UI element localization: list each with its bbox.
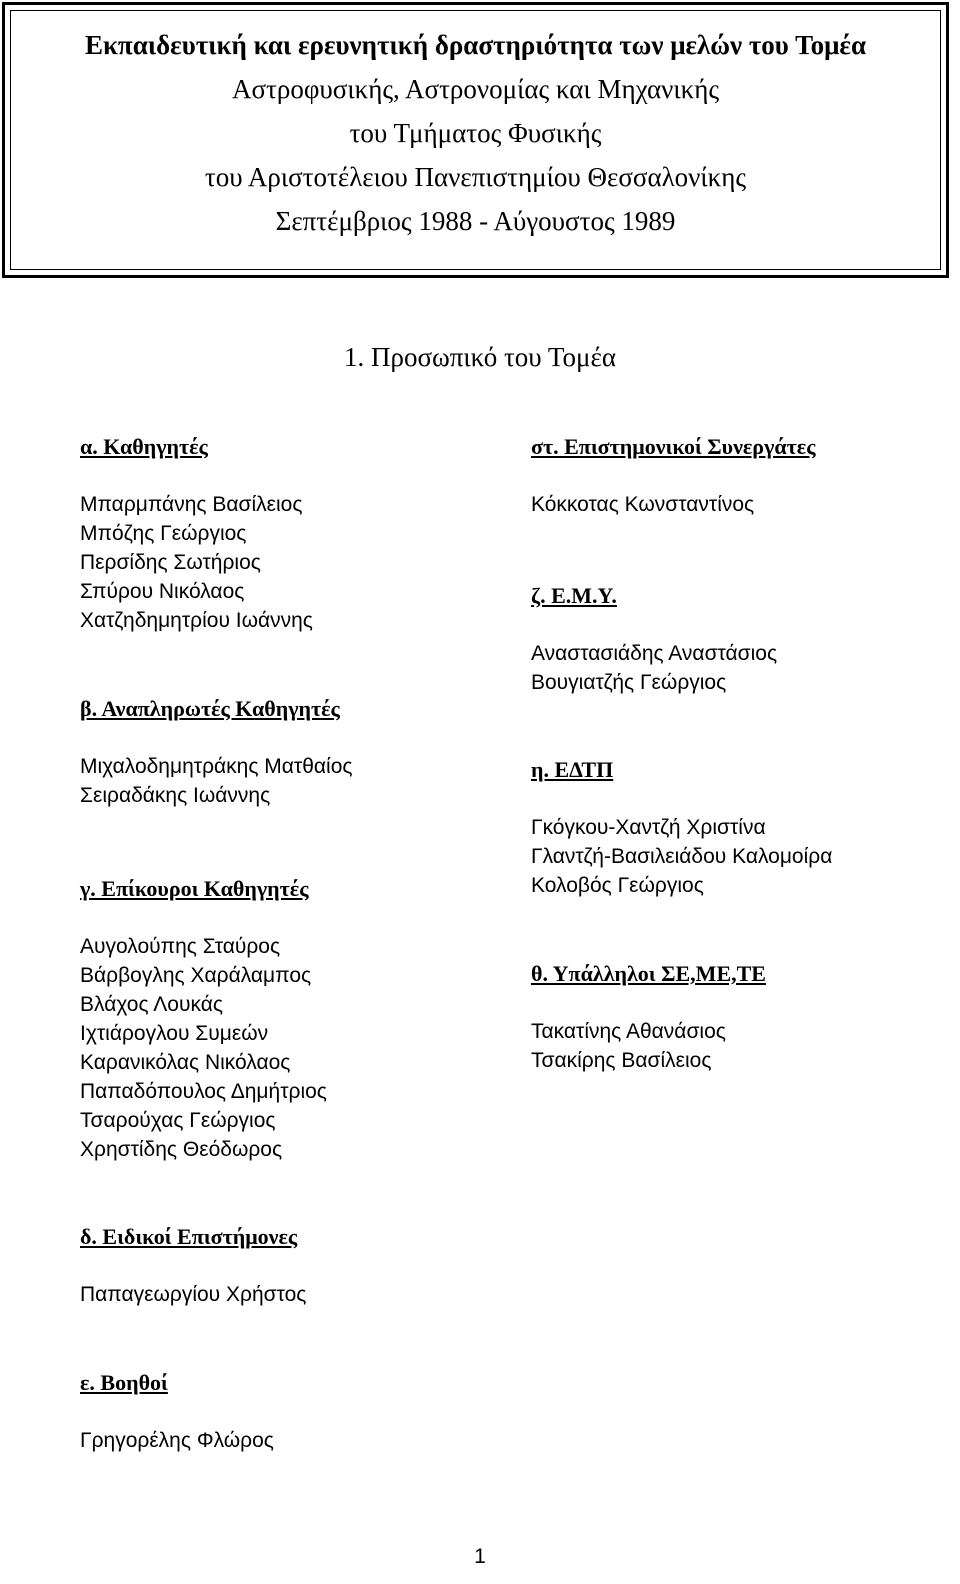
list-item: Αυγολούπης Σταύρος — [80, 935, 281, 958]
list-item: Μιχαλοδημητράκης Ματθαίος — [80, 755, 353, 778]
document-title — [5, 23, 946, 243]
group-heading-employees: θ. Υπάλληλοι ΣΕ,ΜΕ,ΤΕ — [531, 961, 766, 986]
group-emy — [531, 581, 777, 697]
list-item: Βλάχος Λουκάς — [80, 993, 223, 1016]
list-item: Μπαρμπάνης Βασίλειος — [80, 493, 303, 516]
group-heading-special-scientists: δ. Ειδικοί Επιστήμονες — [80, 1224, 298, 1249]
title-line-4: του Αριστοτέλειου Πανεπιστημίου Θεσσαλονίκης — [204, 162, 747, 192]
group-scientific-collaborators — [531, 432, 815, 519]
list-item: Κόκκοτας Κωνσταντίνος — [531, 493, 755, 516]
section-title: 1. Προσωπικό του Τομέα — [343, 342, 617, 372]
list-item: Μπόζης Γεώργιος — [80, 522, 247, 545]
list-item: Παπαγεωργίου Χρήστος — [80, 1283, 307, 1306]
title-line-3: του Τμήματος Φυσικής — [349, 118, 602, 148]
list-item: Βουγιατζής Γεώργιος — [531, 671, 727, 694]
list-item: Χατζηδημητρίου Ιωάννης — [80, 609, 313, 632]
title-line-5: Σεπτέμβριος 1988 - Αύγουστος 1989 — [275, 206, 676, 236]
group-heading-scientific-collaborators: στ. Επιστημονικοί Συνεργάτες — [531, 434, 816, 459]
list-item: Παπαδόπουλος Δημήτριος — [80, 1080, 327, 1103]
group-special-scientists — [80, 1222, 306, 1309]
group-associate-professors — [80, 694, 353, 810]
group-heading-associate-professors: β. Αναπληρωτές Καθηγητές — [80, 696, 340, 721]
group-heading-assistants: ε. Βοηθοί — [80, 1370, 168, 1395]
group-professors — [80, 432, 313, 635]
list-item: Χρηστίδης Θεόδωρος — [80, 1138, 283, 1161]
list-item: Καρανικόλας Νικόλαος — [80, 1051, 291, 1074]
list-item: Σειραδάκης Ιωάννης — [80, 784, 271, 807]
list-item: Κολοβός Γεώργιος — [531, 874, 704, 897]
group-employees — [531, 959, 766, 1075]
group-heading-assistant-professors: γ. Επίκουροι Καθηγητές — [80, 876, 309, 901]
list-item: Γλαντζή-Βασιλειάδου Καλομοίρα — [531, 845, 833, 868]
list-item: Γκόγκου-Χαντζή Χριστίνα — [531, 816, 766, 839]
group-assistants — [80, 1368, 274, 1455]
list-item: Γρηγορέλης Φλώρος — [80, 1429, 274, 1452]
list-item: Τσακίρης Βασίλειος — [531, 1049, 712, 1072]
list-item: Τακατίνης Αθανάσιος — [531, 1020, 726, 1043]
group-heading-emy: ζ. Ε.Μ.Υ. — [531, 583, 617, 608]
list-item: Περσίδης Σωτήριος — [80, 551, 261, 574]
group-edtp — [531, 755, 832, 900]
group-heading-professors: α. Καθηγητές — [80, 434, 208, 459]
list-item: Βάρβογλης Χαράλαμπος — [80, 964, 312, 987]
list-item: Ιχτιάρογλου Συμεών — [80, 1022, 269, 1045]
title-line-2: Αστροφυσικής, Αστρονομίας και Μηχανικής — [231, 74, 720, 104]
list-item: Αναστασιάδης Αναστάσιος — [531, 642, 778, 665]
group-assistant-professors — [80, 874, 327, 1164]
group-heading-edtp: η. ΕΔΤΠ — [531, 757, 614, 782]
list-item: Σπύρου Νικόλαος — [80, 580, 245, 603]
list-item: Τσαρούχας Γεώργιος — [80, 1109, 276, 1132]
title-line-1: Εκπαιδευτική και ερευνητική δραστηριότητα των μελών του Τομέα — [84, 30, 867, 60]
page-number: 1 — [474, 1545, 486, 1568]
title-box — [2, 2, 949, 278]
